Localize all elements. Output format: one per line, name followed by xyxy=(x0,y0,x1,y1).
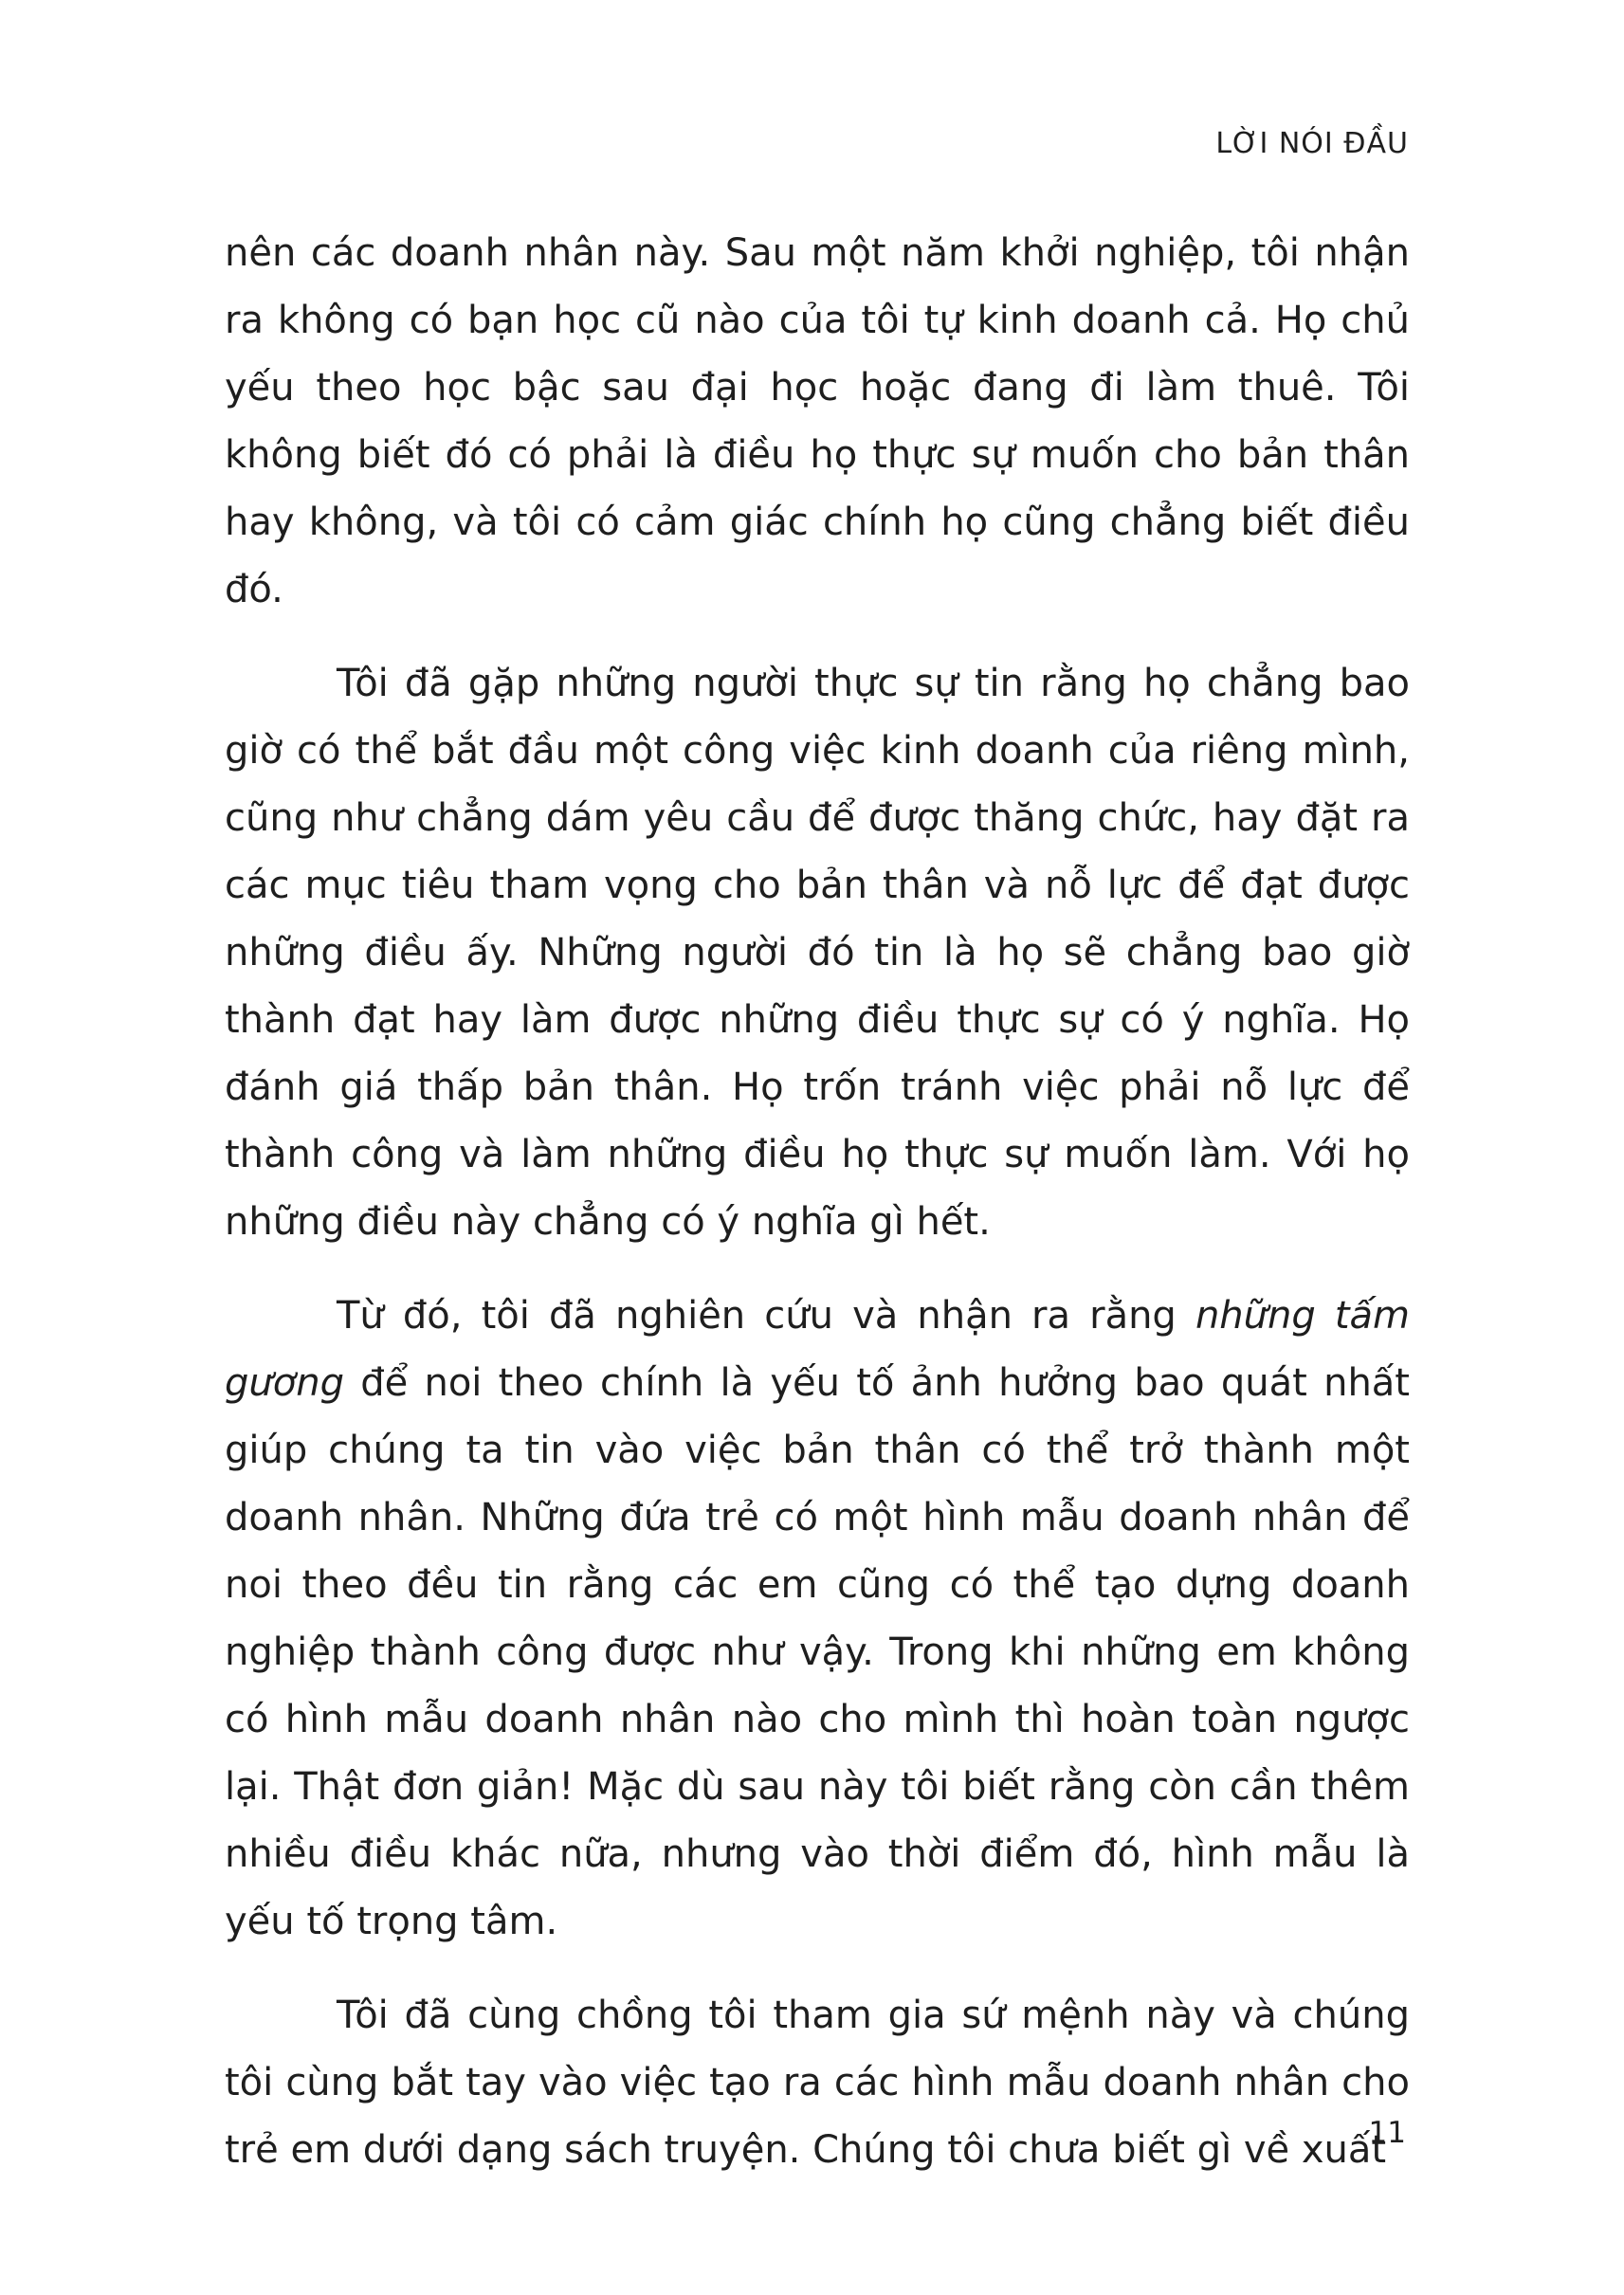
paragraph-1: nên các doanh nhân này. Sau một năm khởi nghiệp, tôi nhận ra không có bạn học cũ nào của tôi tự kinh doanh cả. Họ chủ yếu theo học bậc sau đại học hoặc đang đi làm thuê. Tôi không biết đó có phải là điều họ thực sự muốn cho bản thân hay không, và tôi có cảm giác chính họ cũng chẳng biết điều đó. xyxy=(225,231,1410,611)
paragraph-3-lead: Từ đó, tôi đã nghiên cứu và nhận ra rằng xyxy=(337,1294,1195,1338)
paragraph-3 xyxy=(225,1283,1410,1956)
body-text xyxy=(225,220,1410,2211)
paragraph-2: Tôi đã gặp những người thực sự tin rằng họ chẳng bao giờ có thể bắt đầu một công việc kinh doanh của riêng mình, cũng như chẳng dám yêu cầu để được thăng chức, hay đặt ra các mục tiêu tham vọng cho bản thân và nỗ lực để đạt được những điều ấy. Những người đó tin là họ sẽ chẳng bao giờ thành đạt hay làm được những điều thực sự có ý nghĩa. Họ đánh giá thấp bản thân. Họ trốn tránh việc phải nỗ lực để thành công và làm những điều họ thực sự muốn làm. Với họ những điều này chẳng có ý nghĩa gì hết. xyxy=(225,662,1410,1244)
paragraph-3-emphasis: những tấm gương xyxy=(225,1294,1411,1405)
page-number: 11 xyxy=(1368,2116,1406,2150)
running-header: LỜI NÓI ĐẦU xyxy=(1215,127,1409,160)
paragraph-3-rest: để noi theo chính là yếu tố ảnh hưởng bao quát nhất giúp chúng ta tin vào việc bản thân có thể trở thành một doanh nhân. Những đứa trẻ có một hình mẫu doanh nhân để noi theo đều tin rằng các em cũng có thể tạo dựng doanh nghiệp thành công được như vậy. Trong khi những em không có hình mẫu doanh nhân nào cho mình thì hoàn toàn ngược lại. Thật đơn giản! Mặc dù sau này tôi biết rằng còn cần thêm nhiều điều khác nữa, nhưng vào thời điểm đó, hình mẫu là yếu tố trọng tâm. xyxy=(225,1361,1410,1943)
paragraph-4: Tôi đã cùng chồng tôi tham gia sứ mệnh này và chúng tôi cùng bắt tay vào việc tạo ra các hình mẫu doanh nhân cho trẻ em dưới dạng sách truyện. Chúng tôi chưa biết gì về xuất xyxy=(225,1994,1410,2172)
